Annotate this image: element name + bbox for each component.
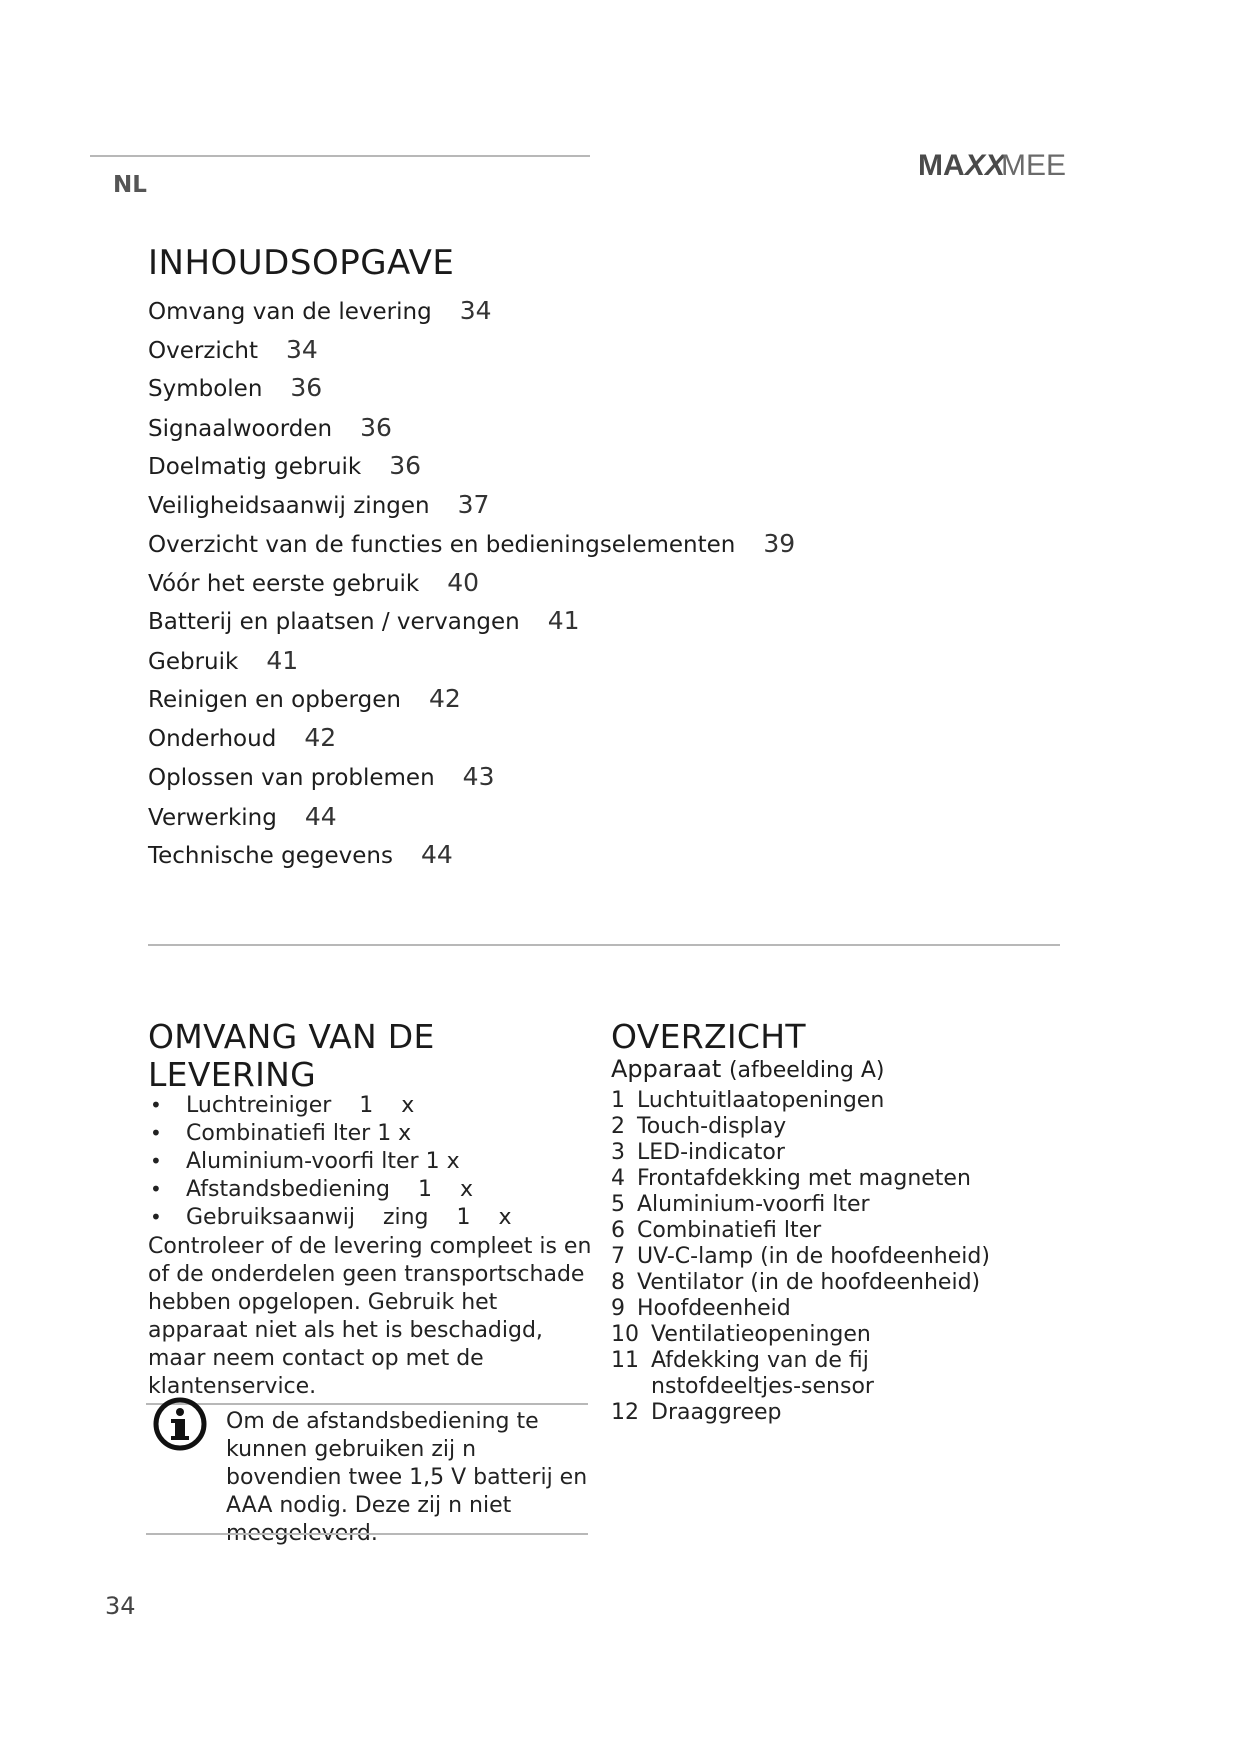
overview-item (611, 1270, 1011, 1296)
toc-item (148, 296, 492, 325)
svg-text:MA: MA (918, 149, 965, 182)
overview-item-number: 10 (611, 1322, 639, 1347)
toc-item-label: Symbolen (148, 376, 263, 402)
toc-item-label: Omvang van de levering (148, 299, 432, 325)
delivery-paragraph: Controleer of de levering compleet is en of de onderdelen geen transportschade hebben opgelopen. Gebruik het apparaat niet als het is beschadigd, maar neem contact op met de klantenservice. (148, 1234, 592, 1399)
toc-item (148, 723, 336, 752)
overview-item (611, 1348, 1011, 1400)
delivery-item-text: Gebruiksaanwij zing 1 x (186, 1205, 512, 1230)
toc-item-page: 44 (304, 802, 337, 831)
overview-item-text: Hoofdeenheid (637, 1296, 791, 1321)
toc-item-page: 36 (389, 451, 422, 480)
overview-item-number: 9 (611, 1296, 625, 1321)
overview-item (611, 1322, 1011, 1348)
delivery-item-text: Afstandsbediening 1 x (186, 1177, 473, 1202)
overview-item-number: 11 (611, 1348, 639, 1373)
overview-item (611, 1218, 1011, 1244)
toc-item-page: 42 (428, 684, 461, 713)
bullet-icon: • (150, 1205, 162, 1229)
overview-item-number: 7 (611, 1244, 625, 1269)
overview-item-text: Combinatiefi lter (637, 1218, 822, 1243)
toc-item (148, 802, 337, 831)
bullet-icon: • (150, 1149, 162, 1173)
bullet-icon: • (150, 1121, 162, 1145)
toc-item (148, 335, 318, 364)
overview-item-number: 5 (611, 1192, 625, 1217)
delivery-item-text: Combinatiefi lter 1 x (186, 1121, 412, 1146)
toc-item (148, 490, 489, 519)
toc-item (148, 529, 795, 558)
delivery-item (150, 1091, 511, 1119)
toc-item-page: 34 (459, 296, 492, 325)
language-label: NL (113, 172, 147, 198)
maxxmee-logo-icon (918, 145, 1067, 185)
bullet-icon: • (150, 1177, 162, 1201)
overview-item-text: LED-indicator (637, 1140, 785, 1165)
overview-item-number: 2 (611, 1114, 625, 1139)
overview-subtitle-paren: (afbeelding A) (728, 1058, 885, 1083)
delivery-item (150, 1175, 511, 1203)
toc-item-label: Batterij en plaatsen / vervangen (148, 609, 520, 635)
toc-item-label: Technische gegevens (148, 843, 393, 869)
note-bottom-rule (146, 1533, 588, 1535)
overview-item (611, 1114, 1011, 1140)
svg-text:MEE: MEE (1001, 149, 1067, 182)
toc-item-label: Overzicht van de functies en bedieningselementen (148, 532, 736, 558)
toc-item (148, 606, 580, 635)
toc-item-label: Signaalwoorden (148, 416, 333, 442)
overview-item-number: 8 (611, 1270, 625, 1295)
toc-item (148, 568, 479, 597)
overview-list (611, 1088, 1011, 1426)
toc-item (148, 762, 494, 791)
delivery-item-text: Aluminium-voorfi lter 1 x (186, 1149, 460, 1174)
toc-item-page: 44 (420, 840, 453, 869)
overview-item-number: 3 (611, 1140, 625, 1165)
delivery-title (148, 1018, 435, 1094)
toc-item-page: 37 (457, 490, 490, 519)
overview-item (611, 1088, 1011, 1114)
page-number: 34 (105, 1592, 136, 1620)
batteries-note: Om de afstandsbediening te kunnen gebruiken zij n bovendien twee 1,5 V batterij en AAA nodig. Deze zij n niet meegeleverd. (226, 1409, 588, 1546)
toc-item (148, 413, 392, 442)
toc-item-label: Reinigen en opbergen (148, 687, 401, 713)
overview-item (611, 1244, 1011, 1270)
toc-item-page: 36 (360, 413, 392, 442)
delivery-title-line2: LEVERING (148, 1055, 316, 1094)
toc-item-label: Onderhoud (148, 726, 277, 752)
overview-item-text: Ventilatieopeningen (651, 1322, 871, 1347)
toc-item-page: 41 (266, 646, 299, 675)
overview-item-text: Frontafdekking met magneten (637, 1166, 971, 1191)
toc-item (148, 646, 298, 675)
overview-item-number: 1 (611, 1088, 625, 1113)
overview-item-text: UV-C-lamp (in de hoofdeenheid) (637, 1244, 990, 1269)
toc-item-label: Veiligheidsaanwij zingen (148, 493, 430, 519)
toc-item-label: Verwerking (148, 805, 277, 831)
overview-item (611, 1140, 1011, 1166)
section-divider (148, 944, 1060, 946)
toc-item-page: 34 (286, 335, 318, 364)
delivery-list (150, 1091, 511, 1231)
toc-item-page: 41 (547, 606, 580, 635)
delivery-title-line1: OMVANG VAN DE (148, 1017, 435, 1056)
overview-item (611, 1400, 1011, 1426)
overview-item (611, 1192, 1011, 1218)
delivery-item (150, 1119, 511, 1147)
toc-item (148, 373, 322, 402)
toc-item-label: Doelmatig gebruik (148, 454, 362, 480)
toc-item (148, 451, 421, 480)
toc-item-page: 39 (763, 529, 796, 558)
delivery-item-text: Luchtreiniger 1 x (186, 1093, 415, 1118)
overview-item-number: 12 (611, 1400, 639, 1425)
toc-item-label: Oplossen van problemen (148, 765, 435, 791)
toc-item-label: Overzicht (148, 338, 259, 364)
overview-subtitle-main: Apparaat (611, 1055, 722, 1083)
toc-item (148, 840, 453, 869)
note-top-rule (146, 1403, 588, 1405)
bullet-icon: • (150, 1093, 162, 1117)
overview-item-text: Ventilator (in de hoofdeenheid) (637, 1270, 981, 1295)
overview-item-text: Afdekking van de fij nstofdeeltjes-sensor (651, 1348, 874, 1399)
header-rule (90, 155, 590, 157)
toc-item-label: Vóór het eerste gebruik (148, 571, 420, 597)
overview-item (611, 1296, 1011, 1322)
info-icon (152, 1396, 208, 1452)
overview-title: OVERZICHT (611, 1017, 806, 1056)
overview-subtitle (611, 1055, 885, 1083)
toc-item (148, 684, 461, 713)
toc-item-page: 40 (447, 568, 480, 597)
brand-logo (918, 145, 1067, 185)
toc-item-label: Gebruik (148, 649, 239, 675)
overview-item-number: 4 (611, 1166, 625, 1191)
toc-title: INHOUDSOPGAVE (148, 243, 455, 283)
toc-item-page: 36 (290, 373, 323, 402)
overview-item-text: Luchtuitlaatopeningen (637, 1088, 885, 1113)
overview-item-text: Draaggreep (651, 1400, 782, 1425)
toc-item-page: 43 (462, 762, 495, 791)
overview-item-number: 6 (611, 1218, 625, 1243)
overview-item (611, 1166, 1011, 1192)
overview-item-text: Aluminium-voorfi lter (637, 1192, 870, 1217)
delivery-item (150, 1203, 511, 1231)
delivery-item (150, 1147, 511, 1175)
toc-item-page: 42 (304, 723, 337, 752)
svg-text:XX: XX (965, 149, 1006, 182)
overview-item-text: Touch-display (637, 1114, 787, 1139)
